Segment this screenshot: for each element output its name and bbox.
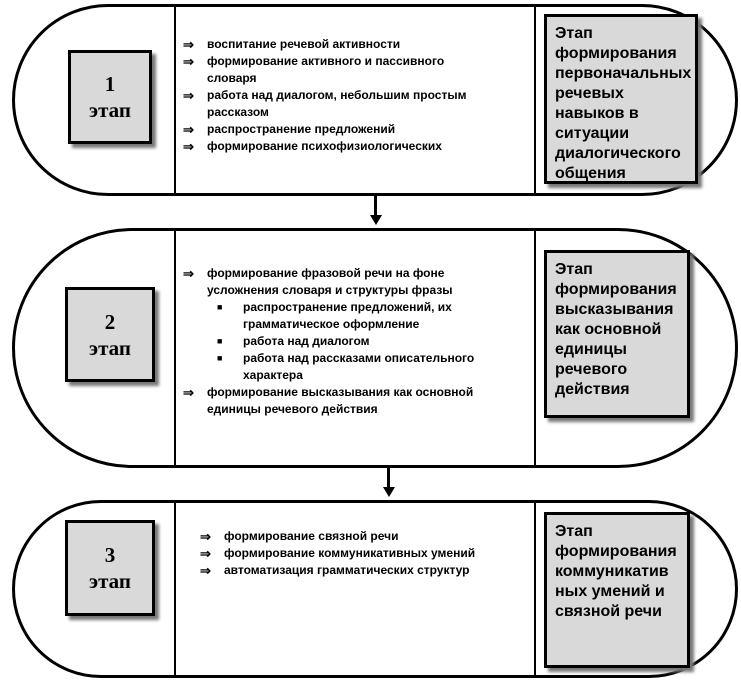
stage-1-description: Этап формирования первоначальных речевых навыков в ситуации диалогического общения [544, 14, 698, 184]
list-item: ⇒ формирование коммуникативных умений [200, 546, 476, 561]
stage-1-tasks [183, 36, 523, 155]
stage-1-number: 1 [104, 72, 116, 96]
stage-2-label [65, 287, 155, 382]
stage-2-description: Этап формирования высказывания как основной единицы речевого действия [544, 250, 690, 418]
stage-2-left-divider [174, 231, 176, 465]
stage-1-label [68, 50, 152, 144]
list-item: ⇒ формирование фразовой речи на фоне усложнения словаря и структуры фразы [183, 266, 453, 297]
list-item: ⇒ формирование активного и пассивного словаря [183, 54, 445, 85]
double-arrow-icon: ⇒ [200, 546, 211, 561]
list-subitem: ■ работа над диалогом [217, 334, 370, 348]
stage-3-left-divider [174, 503, 176, 675]
double-arrow-icon: ⇒ [200, 563, 211, 578]
list-item: ⇒ воспитание речевой активности [183, 37, 401, 52]
list-item: ⇒ формирование высказывания как основной единицы речевого действия [183, 385, 474, 416]
arrow-down-icon [383, 487, 395, 497]
stage-2-word: этап [89, 335, 131, 360]
stage-3-word: этап [89, 569, 131, 593]
list-item: ⇒ работа над диалогом, небольшим простым рассказом [183, 88, 467, 119]
stage-1-word: этап [89, 98, 131, 122]
square-bullet-icon: ■ [217, 302, 223, 312]
stage-3-label [65, 520, 155, 616]
stage-2-tasks [183, 265, 528, 418]
stage-3-description: Этап формирования коммуникатив ных умений и связной речи [544, 512, 690, 668]
stage-3-tasks [200, 528, 530, 579]
stage-2-right-divider [534, 231, 536, 465]
flow-arrow-1-shaft [374, 196, 377, 216]
stage-3-number: 3 [104, 543, 116, 567]
double-arrow-icon: ⇒ [183, 139, 194, 154]
double-arrow-icon: ⇒ [183, 54, 194, 69]
list-item: ⇒ распространение предложений [183, 122, 396, 137]
list-subitem: ■ распространение предложений, их грамматическое оформление [217, 300, 452, 331]
stage-2-number: 2 [104, 309, 116, 334]
flow-arrow-2-shaft [387, 468, 390, 488]
double-arrow-icon: ⇒ [183, 266, 194, 281]
square-bullet-icon: ■ [217, 336, 223, 346]
list-item: ⇒ формирование связной речи [200, 529, 399, 544]
square-bullet-icon: ■ [217, 353, 223, 363]
double-arrow-icon: ⇒ [183, 385, 194, 400]
stage-1-left-divider [174, 7, 176, 193]
list-item: ⇒ формирование психофизиологических [183, 139, 442, 154]
double-arrow-icon: ⇒ [183, 122, 194, 137]
double-arrow-icon: ⇒ [200, 529, 211, 544]
stage-3-right-divider [534, 503, 536, 675]
list-subitem: ■ работа над рассказами описательного характера [217, 351, 475, 382]
stage-1-right-divider [534, 7, 536, 193]
double-arrow-icon: ⇒ [183, 88, 194, 103]
double-arrow-icon: ⇒ [183, 37, 194, 52]
arrow-down-icon [370, 215, 382, 225]
list-item: ⇒ автоматизация грамматических структур [200, 563, 470, 578]
